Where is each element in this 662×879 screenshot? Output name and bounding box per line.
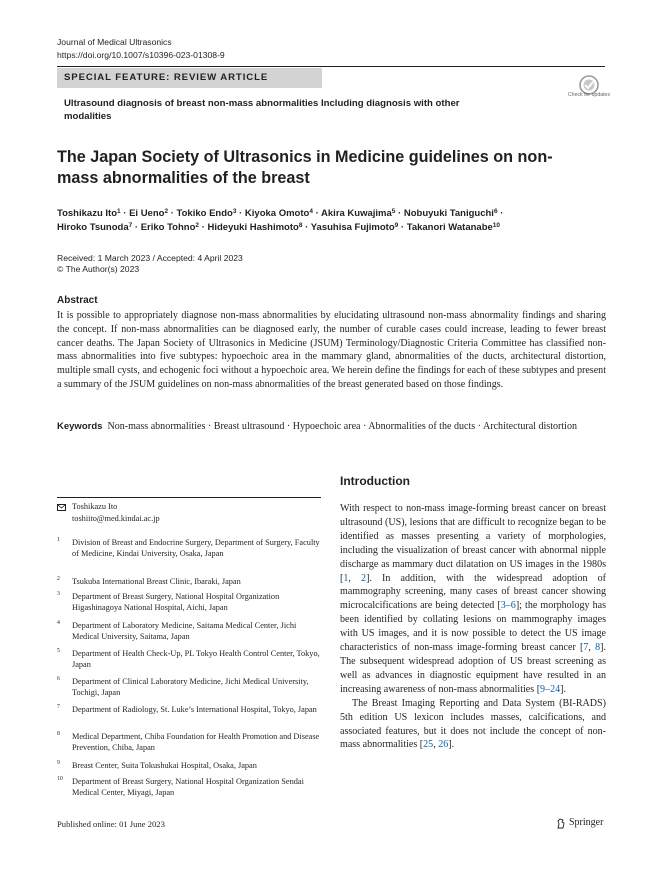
citation-link[interactable]: 9–24 — [540, 683, 561, 695]
check-for-updates-label[interactable]: Check for updates — [567, 92, 611, 98]
author-affiliation-mark: 9 — [394, 222, 399, 229]
footnote-rule — [57, 497, 321, 498]
author-list — [57, 207, 617, 235]
introduction-paragraph-1: With respect to non-mass image-forming breast cancer on breast ultrasound (US), lesions that are difficult to recognize began to be identified as masses presenting a variety of morphologies, including the visualization of breast cancer with abnormal nipple discharge as mammary duct dilatation on US images in the 1980s [1, 2]. In addition, with the widespread adoption of mammography screening, many cases of breast cancer showing microcalcifications are being detected [3–6]; the morphology has been identified by collating lesions on mammography images with US images, and it is now possible to detect the US image characteristics of non-mass image-forming breast cancer [7, 8]. The subsequent widespread adoption of US breast screening as well as advances in diagnostic equipment have resulted in an increasing awareness of non-mass abnormalities [9–24]. — [340, 503, 606, 695]
article-type-banner — [57, 68, 322, 88]
author-name: Hideyuki Hashimoto — [207, 222, 299, 233]
author-affiliation-mark: 4 — [309, 208, 313, 215]
keywords-label: Keywords — [57, 421, 103, 432]
affiliation-number: 9 — [57, 760, 60, 766]
affiliation-text: Division of Breast and Endocrine Surgery, Department of Surgery, Faculty of Medicine, Kindai University, Osaka, Japan — [72, 538, 320, 558]
affiliation — [57, 537, 321, 559]
affiliation-number: 7 — [57, 704, 60, 710]
copyright: © The Author(s) 2023 — [57, 264, 140, 274]
envelope-icon — [57, 504, 66, 511]
citation-link[interactable]: 1 — [343, 572, 349, 584]
publisher-name: Springer — [569, 817, 604, 828]
affiliation — [57, 648, 321, 670]
affiliation — [57, 760, 321, 771]
header-rule — [57, 66, 605, 67]
introduction-body — [340, 502, 606, 752]
citation-link[interactable]: 25 — [423, 739, 434, 751]
affiliation-text: Medical Department, Chiba Foundation for Health Promotion and Disease Prevention, Chiba, Japan — [72, 732, 320, 752]
affiliation-number: 5 — [57, 648, 60, 654]
affiliation-text: Department of Laboratory Medicine, Saitama Medical Center, Jichi Medical University, Saitama, Japan — [72, 621, 297, 641]
check-for-updates-icon[interactable] — [573, 74, 605, 106]
affiliation-number: 2 — [57, 576, 60, 582]
author-affiliation-mark: 10 — [492, 222, 501, 229]
author-separator: · — [497, 208, 504, 219]
author-separator: · — [302, 222, 311, 233]
author-name: Eriko Tohno — [140, 222, 196, 233]
author-affiliation-mark: 5 — [391, 208, 396, 215]
published-online: Published online: 01 June 2023 — [57, 819, 165, 829]
author-name: Takanori Watanabe — [406, 222, 493, 233]
author-separator: · — [236, 208, 245, 219]
journal-name: Journal of Medical Ultrasonics — [57, 37, 172, 47]
citation-link[interactable]: 7 — [583, 642, 589, 654]
author-affiliation-mark: 2 — [164, 208, 169, 215]
feature-subtitle: Ultrasound diagnosis of breast non-mass abnormalities Including diagnosis with other modalities — [64, 98, 460, 122]
author-affiliation-mark: 8 — [298, 222, 303, 229]
affiliation-text: Breast Center, Suita Tokushukai Hospital, Osaka, Japan — [72, 761, 257, 770]
journal-header — [57, 36, 225, 62]
affiliation-text: Department of Breast Surgery, National Hospital Organization Higashinagoya National Hospital, Aichi, Japan — [72, 592, 280, 612]
keywords-list: Non-mass abnormalities · Breast ultrasound · Hypoechoic area · Abnormalities of the ducts · Architectural distortion — [107, 421, 578, 432]
author-affiliation-mark: 7 — [128, 222, 133, 229]
citation-link[interactable]: 8 — [595, 642, 601, 654]
citation-link[interactable]: 2 — [361, 572, 367, 584]
author-name: Hiroko Tsunoda — [57, 222, 129, 233]
corresponding-author-email[interactable]: toshiito@med.kindai.ac.jp — [72, 514, 160, 523]
author-name: Nobuyuki Taniguchi — [403, 208, 494, 219]
author-name: Kiyoka Omoto — [244, 208, 310, 219]
author-affiliation-mark: 3 — [232, 208, 237, 215]
article-dates — [57, 253, 243, 275]
introduction-paragraph-2: The Breast Imaging Reporting and Data System (BI-RADS) 5th edition US lexicon includes masses, calcifications, and associated features, but it does not include the concept of non-mass abnormalities [25, 26]. — [340, 697, 606, 751]
affiliation-number: 6 — [57, 676, 60, 682]
author-affiliation-mark: 6 — [493, 208, 498, 215]
author-name: Ei Ueno — [129, 208, 165, 219]
affiliation-text: Department of Breast Surgery, National Hospital Organization Sendai Medical Center, Miyagi, Japan — [72, 777, 304, 797]
affiliation-text: Department of Health Check-Up, PL Tokyo Health Control Center, Tokyo, Japan — [72, 649, 320, 669]
author-separator: · — [398, 222, 407, 233]
introduction-heading: Introduction — [340, 474, 410, 488]
author-affiliation-mark: 1 — [117, 208, 121, 215]
affiliation-number: 3 — [57, 591, 60, 597]
author-separator: · — [132, 222, 141, 233]
author-name: Toshikazu Ito — [57, 208, 117, 219]
affiliation-number: 10 — [57, 776, 63, 782]
affiliation-number: 4 — [57, 620, 60, 626]
citation-link[interactable]: 3–6 — [500, 600, 516, 612]
author-separator: · — [395, 208, 404, 219]
springer-horse-icon — [556, 818, 567, 829]
corresponding-author-name: Toshikazu Ito — [72, 502, 118, 511]
abstract-text: It is possible to appropriately diagnose non-mass abnormalities by elucidating ultrasound non-mass abnormality findings and sharing the concept. If non-mass abnormalities can be diagnosed early, the number of curable cases could increase, leading to fewer breast cancer deaths. The Japan Society of Ultrasonics in Medicine (JSUM) Terminology/Diagnostic Criteria Committee has classified non-mass abnormalities into five subtypes: hypoechoic area in the mammary gland, abnormalities of the ducts, architectural distortion, multiple small cysts, and echogenic foci without a hypoechoic area. We herein define the findings for each of these subtypes and present a summary of the JSUM guidelines on non-mass abnormalities of the breast generated based on those findings. — [57, 310, 606, 390]
author-affiliation-mark: 2 — [195, 222, 200, 229]
affiliation — [57, 620, 321, 642]
author-name: Akira Kuwajima — [321, 208, 392, 219]
keywords — [57, 420, 597, 434]
author-separator: · — [312, 208, 322, 219]
affiliation-number: 8 — [57, 731, 60, 737]
author-separator: · — [168, 208, 177, 219]
affiliation-text: Tsukuba International Breast Clinic, Ibaraki, Japan — [72, 577, 241, 586]
received-accepted: Received: 1 March 2023 / Accepted: 4 April 2023 — [57, 253, 243, 263]
article-title: The Japan Society of Ultrasonics in Medicine guidelines on non-mass abnormalities of the breast — [57, 148, 553, 187]
author-name: Yasuhisa Fujimoto — [310, 222, 395, 233]
author-separator: · — [199, 222, 208, 233]
affiliation — [57, 776, 321, 798]
affiliation-text: Department of Radiology, St. Luke’s International Hospital, Tokyo, Japan — [72, 705, 317, 714]
affiliation-number: 1 — [57, 537, 60, 543]
affiliation — [57, 704, 321, 715]
author-separator: · — [120, 208, 130, 219]
abstract-heading: Abstract — [57, 295, 98, 306]
affiliation — [57, 731, 321, 753]
doi-link[interactable]: https://doi.org/10.1007/s10396-023-01308-9 — [57, 50, 225, 60]
affiliation — [57, 576, 321, 587]
affiliation-text: Department of Clinical Laboratory Medicine, Jichi Medical University, Tochigi, Japan — [72, 677, 309, 697]
article-type-label: SPECIAL FEATURE: REVIEW ARTICLE — [64, 72, 269, 83]
author-name: Tokiko Endo — [176, 208, 233, 219]
affiliation — [57, 676, 321, 698]
citation-link[interactable]: 26 — [438, 739, 449, 751]
affiliation — [57, 591, 321, 613]
